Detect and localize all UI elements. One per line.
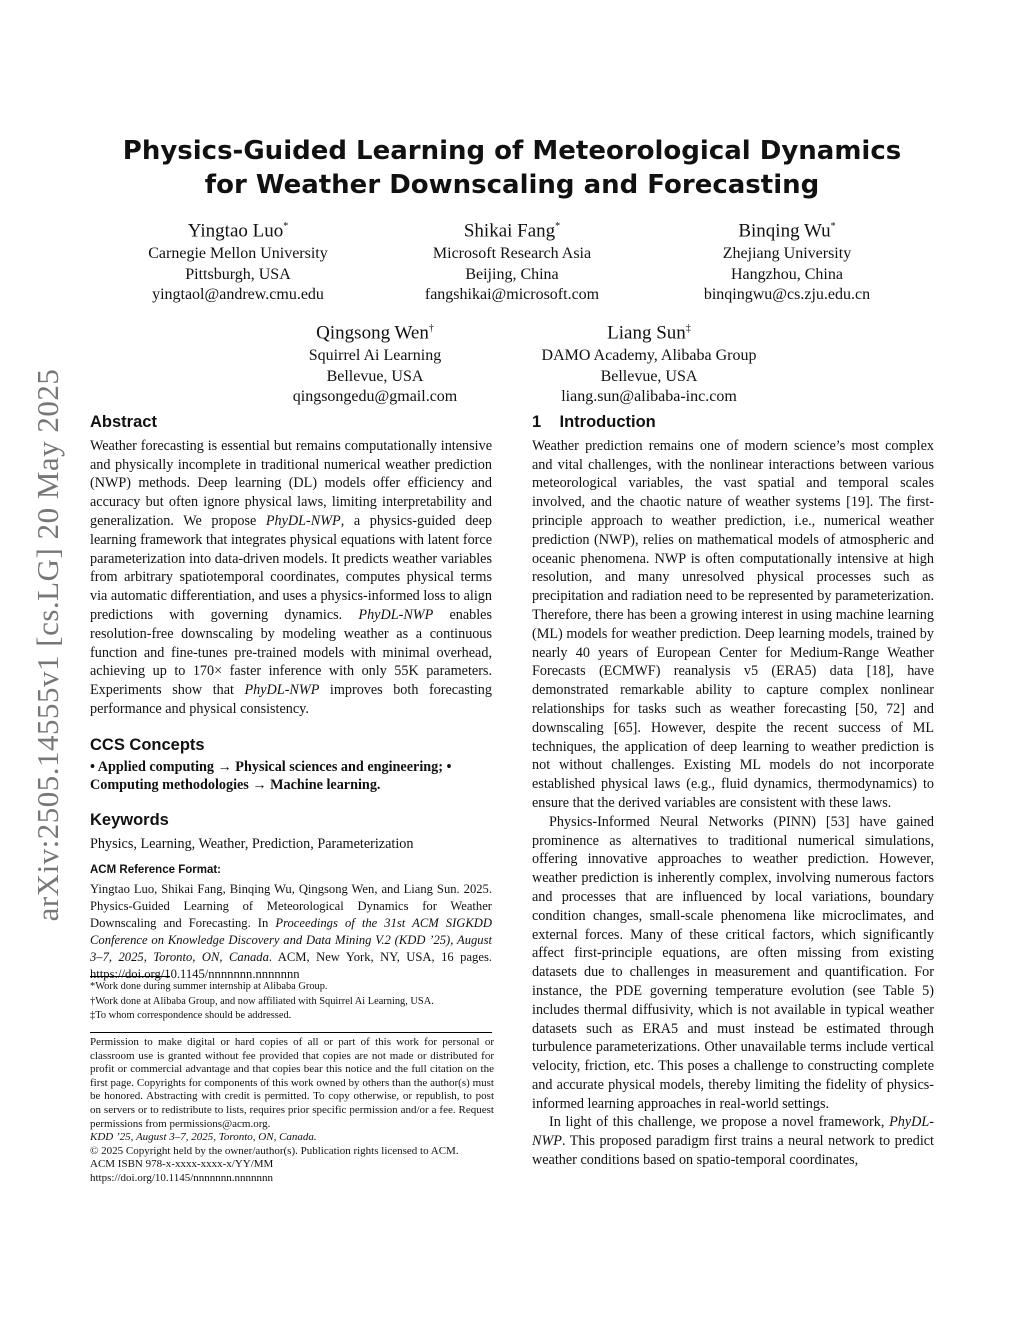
ccs-line: • Applied computing → Physical sciences and engineering; • — [90, 758, 452, 775]
intro-paragraph: In light of this challenge, we propose a novel framework, PhyDL-NWP. This proposed paradigm first trains a neural network to predict weather conditions based on spatio-temporal coordinates, — [532, 1114, 934, 1169]
ccs-line: Computing methodologies → Machine learning. — [90, 777, 381, 794]
title-line-2: for Weather Downscaling and Forecasting — [204, 170, 820, 200]
intro-paragraph: Physics-Informed Neural Networks (PINN) [53] have gained prominence as alternatives to traditional numerical simulations, offering innovative approaches to weather prediction. However, weather prediction is inherently complex, involving numerous factors and processes that are influenced by local variations, boundary condition changes, small-scale phenomena like microclimates, and external forces. Many of these critical factors, which significantly affect first-principle equations, are often missing from existing datasets due to challenges in measurement and quantification. For instance, the PDE governing temperature evolution (see Table 5) includes thermal diffusivity, which is not available in typical weather datasets such as ERA5 and must instead be estimated through turbulence parameterizations. Other unavailable terms include vertical velocity, friction, etc. This poses a challenge to constructing complete and accurate physical models, thereby limiting the fidelity of physics-informed learning approaches in real-world settings. — [532, 813, 934, 1112]
author-block — [225, 318, 525, 408]
author-block — [499, 318, 799, 408]
left-column — [90, 413, 492, 983]
abstract-text: Weather forecasting is essential but remains computationally intensive and physically incomplete in traditional numerical weather prediction (NWP) methods. Deep learning (DL) models offer efficiency and accuracy but often ignore physical laws, limiting interpretability and generalization. We propose PhyDL-NWP, a physics-guided deep learning framework that integrates physical equations with latent force parameterization into data-driven models. It predicts weather variables from arbitrary spatiotemporal coordinates, computes physical terms via automatic differentiation, and uses a physics-informed loss to align predictions with governing dynamics. PhyDL-NWP enables resolution-free downscaling by modeling weather as a continuous function and fine-tunes pre-trained models with minimal overhead, achieving up to 170× faster inference with only 55K parameters. Experiments show that PhyDL-NWP improves both forecasting performance and physical consistency. — [90, 437, 492, 717]
author-location: Beijing, China — [465, 265, 559, 283]
ccs-heading: CCS Concepts — [90, 735, 205, 754]
author-location: Bellevue, USA — [600, 367, 698, 385]
author-block — [362, 216, 662, 306]
abstract-heading: Abstract — [90, 413, 157, 431]
author-affiliation: Carnegie Mellon University — [148, 245, 328, 263]
acm-ref-venue: Proceedings of the 31st ACM SIGKDD Conference on Knowledge Discovery and Data Mining V.2 (KDD ’25), August 3–7, 2025, Toronto, ON, Canada — [90, 915, 492, 964]
author-affiliation: Zhejiang University — [722, 245, 852, 263]
author-email: binqingwu@cs.zju.edu.cn — [703, 286, 871, 304]
author-email: liang.sun@alibaba-inc.com — [561, 388, 737, 406]
author-block — [88, 216, 388, 306]
footnote: *Work done during summer internship at Alibaba Group. — [90, 981, 328, 992]
author-name: Qingsong Wen — [316, 322, 429, 344]
acm-ref-heading: ACM Reference Format: — [90, 863, 221, 876]
author-name: Binqing Wu — [738, 220, 831, 242]
right-column — [532, 413, 934, 1170]
permission-text: Permission to make digital or hard copies of all or part of this work for personal or classroom use is granted without fee provided that copies are not made or distributed for profit or commercial advantage and that copies bear this notice and the full citation on the first page. Copyrights for components of this work owned by others than the author(s) must be honored. Abstracting with credit is permitted. To copy otherwise, or republish, to post on servers or to redistribute to lists, requires prior specific permission and/or a fee. Request permissions from permissions@acm.org. — [90, 1036, 494, 1130]
footnote: †Work done at Alibaba Group, and now affiliated with Squirrel Ai Learning, USA. — [90, 995, 434, 1007]
model-name: PhyDL-NWP — [532, 1114, 934, 1150]
author-block — [637, 216, 937, 306]
author-location: Pittsburgh, USA — [185, 265, 291, 283]
author-name: Liang Sun — [607, 322, 686, 344]
paper-title — [0, 134, 1024, 202]
keywords-heading: Keywords — [90, 811, 169, 830]
model-name: PhyDL-NWP — [244, 682, 320, 699]
intro-heading: 1 Introduction — [532, 413, 656, 431]
permission-rule — [90, 1032, 492, 1033]
title-line-1: Physics-Guided Learning of Meteorological Dynamics — [122, 136, 902, 166]
permission-venue: KDD ’25, August 3–7, 2025, Toronto, ON, Canada. — [90, 1131, 317, 1144]
permission-block — [90, 1036, 494, 1186]
footnotes — [90, 980, 495, 1024]
footnote-rule — [90, 976, 170, 977]
author-affiliation: Microsoft Research Asia — [432, 245, 592, 263]
author-mark: ‡ — [685, 323, 691, 334]
author-email: fangshikai@microsoft.com — [424, 286, 600, 304]
arxiv-sidebar — [18, 355, 78, 935]
doi: https://doi.org/10.1145/nnnnnnn.nnnnnnn — [90, 1171, 274, 1184]
author-location: Bellevue, USA — [326, 367, 424, 385]
author-name: Yingtao Luo — [187, 220, 284, 242]
author-mark: * — [555, 221, 561, 232]
author-mark: * — [283, 221, 289, 232]
author-mark: * — [830, 221, 836, 232]
author-affiliation: DAMO Academy, Alibaba Group — [541, 347, 757, 365]
author-email: qingsongedu@gmail.com — [292, 388, 458, 406]
model-name: PhyDL-NWP — [358, 606, 434, 623]
author-location: Hangzhou, China — [731, 265, 843, 283]
arxiv-id: arXiv:2505.14555v1 [cs.LG] 20 May 2025 — [30, 368, 65, 922]
model-name: PhyDL-NWP — [265, 512, 341, 529]
author-name: Shikai Fang — [463, 220, 556, 242]
author-email: yingtaol@andrew.cmu.edu — [152, 286, 324, 304]
acm-ref-text: Yingtao Luo, Shikai Fang, Binqing Wu, Qingsong Wen, and Liang Sun. 2025. Physics-Guided Learning of Meteorological Dynamics for Weather Downscaling and Forecasting. In Proceedings of the 31st ACM SIGKDD Conference on Knowledge Discovery and Data Mining V.2 (KDD ’25), August 3–7, 2025, Toronto, ON, Canada. ACM, New York, NY, USA, 16 pages. https://doi.org/10.1145/nnnnnnn.nnnnnnn — [90, 881, 492, 981]
keywords-text: Physics, Learning, Weather, Prediction, Parameterization — [90, 835, 414, 852]
intro-paragraph: Weather prediction remains one of modern science’s most complex and vital challenges, with the nonlinear interactions between various meteorological variables, the vast spatial and temporal scales involved, and the chaotic nature of weather systems [19]. The first-principle approach to weather prediction, i.e., numerical weather prediction (NWP), relies on mathematical models of atmospheric and oceanic phenomena. NWP is often computationally intensive at high resolution, and many unresolved physical processes such as precipitation and radiation need to be represented by parameterization. Therefore, there has been a growing interest in using machine learning (ML) models for weather prediction. Deep learning models, trained by nearly 40 years of European Center for Medium-Range Weather Forecasts (ECMWF) reanalysis v5 (ERA5) data [18], have demonstrated remarkable ability to capture complex nonlinear relationships for tasks such as weather forecasting [50, 72] and downscaling [65]. However, despite the recent success of ML techniques, the application of deep learning to weather prediction is not without challenges. Existing ML models do not incorporate established physical laws (e.g., fluid dynamics, thermodynamics) to ensure that the derived variables are consistent with these laws. — [532, 437, 934, 811]
author-mark: † — [428, 323, 434, 334]
copyright: © 2025 Copyright held by the owner/author(s). Publication rights licensed to ACM. — [90, 1144, 459, 1157]
author-affiliation: Squirrel Ai Learning — [308, 347, 442, 365]
ccs-concepts — [90, 758, 492, 796]
isbn: ACM ISBN 978-x-xxxx-xxxx-x/YY/MM — [90, 1158, 274, 1171]
footnote: ‡To whom correspondence should be addressed. — [90, 1010, 292, 1021]
